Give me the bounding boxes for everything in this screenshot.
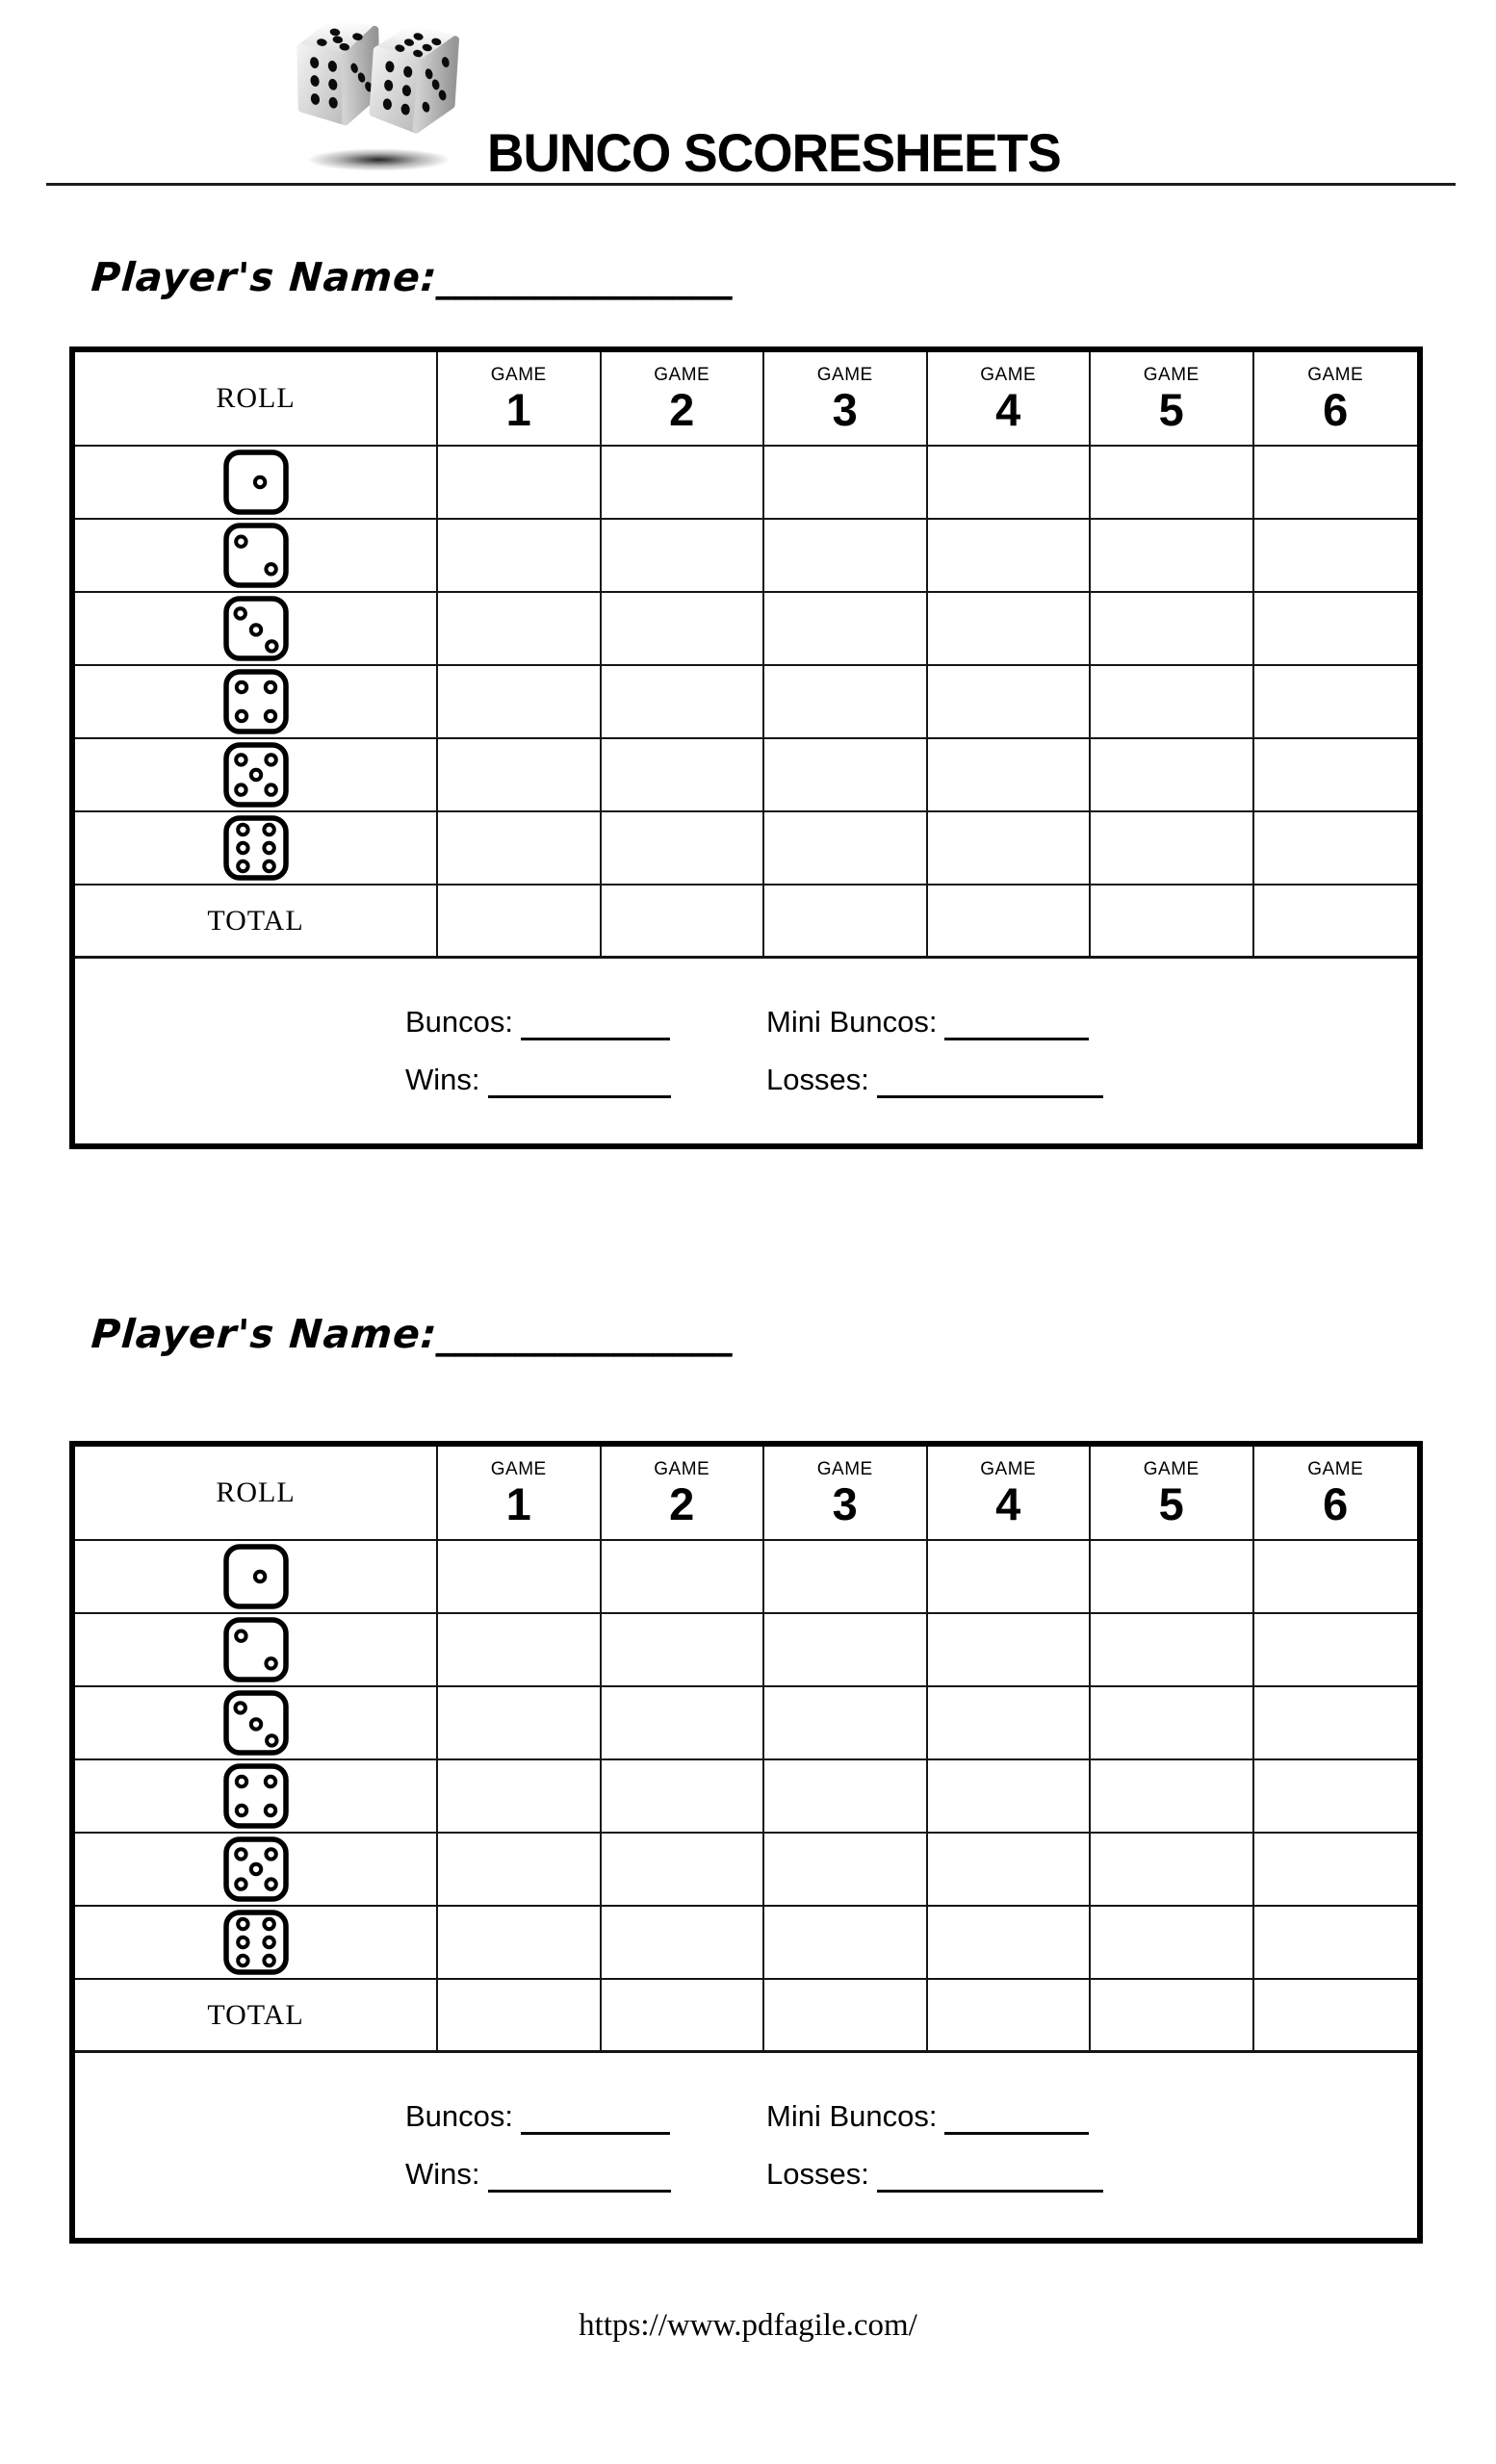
buncos-label: Buncos: — [405, 2099, 514, 2133]
score-cell[interactable] — [764, 1614, 928, 1685]
score-cell[interactable] — [764, 1760, 928, 1832]
player-name-field[interactable]: _______________ — [435, 1311, 735, 1357]
game-number: 6 — [1323, 384, 1349, 435]
game-label: GAME — [980, 1459, 1037, 1479]
score-cell[interactable] — [602, 1760, 765, 1832]
score-cell[interactable] — [602, 1907, 765, 1978]
total-label: TOTAL — [75, 886, 438, 956]
score-cell[interactable] — [1254, 739, 1418, 810]
losses-label: Losses: — [766, 2157, 869, 2191]
score-cell[interactable] — [928, 1834, 1092, 1905]
game-5-header — [1091, 1447, 1254, 1539]
roll-1-row — [75, 1541, 1417, 1614]
die-cell — [75, 666, 438, 737]
wins-stat — [405, 2151, 671, 2192]
buncos-label: Buncos: — [405, 1005, 514, 1039]
score-cell[interactable] — [1091, 1541, 1254, 1612]
player-name-label: Player's Name: — [90, 1311, 440, 1357]
roll-1-row — [75, 447, 1417, 520]
total-cell[interactable] — [602, 886, 765, 956]
die-3-icon — [223, 1690, 289, 1756]
score-cell[interactable] — [1254, 593, 1418, 664]
buncos-field[interactable] — [521, 2102, 670, 2135]
player-name-row — [90, 254, 735, 300]
score-cell[interactable] — [1254, 1541, 1418, 1612]
game-2-header — [602, 1447, 765, 1539]
losses-field[interactable] — [877, 1065, 1103, 1098]
score-cell[interactable] — [764, 520, 928, 591]
roll-column-header: ROLL — [75, 352, 438, 445]
wins-stat — [405, 1057, 671, 1097]
die-4-icon — [223, 669, 289, 734]
score-cell[interactable] — [1091, 1907, 1254, 1978]
score-cell[interactable] — [438, 1907, 602, 1978]
die-6-icon — [223, 815, 289, 881]
score-cell[interactable] — [764, 666, 928, 737]
total-cell[interactable] — [764, 1980, 928, 2050]
score-cell[interactable] — [1091, 1614, 1254, 1685]
die-cell — [75, 812, 438, 884]
losses-label: Losses: — [766, 1063, 869, 1096]
mini-buncos-label: Mini Buncos: — [766, 2099, 938, 2133]
game-number: 1 — [505, 384, 531, 435]
score-cell[interactable] — [602, 447, 765, 518]
right-die — [373, 26, 455, 131]
score-cell[interactable] — [438, 1834, 602, 1905]
score-cell[interactable] — [438, 447, 602, 518]
score-cell[interactable] — [602, 1541, 765, 1612]
roll-2-row — [75, 520, 1417, 593]
score-cell[interactable] — [438, 593, 602, 664]
mini-buncos-stat — [766, 2093, 1089, 2134]
score-cell[interactable] — [1254, 666, 1418, 737]
game-label: GAME — [490, 365, 547, 385]
score-cell[interactable] — [602, 1687, 765, 1758]
total-cell[interactable] — [1091, 886, 1254, 956]
losses-stat — [766, 1057, 1103, 1097]
game-number: 2 — [669, 384, 695, 435]
die-6-icon — [223, 1910, 289, 1975]
score-cell[interactable] — [764, 1687, 928, 1758]
game-6-header — [1254, 1447, 1418, 1539]
game-number: 4 — [995, 1478, 1021, 1529]
game-number: 6 — [1323, 1478, 1349, 1529]
total-row — [75, 886, 1417, 959]
roll-column-header: ROLL — [75, 1447, 438, 1539]
footer-url[interactable]: https://www.pdfagile.com/ — [579, 2308, 917, 2343]
total-cell[interactable] — [602, 1980, 765, 2050]
score-cell[interactable] — [928, 666, 1092, 737]
game-4-header — [928, 352, 1092, 445]
score-cell[interactable] — [928, 1687, 1092, 1758]
roll-3-row — [75, 1687, 1417, 1760]
total-cell[interactable] — [438, 1980, 602, 2050]
game-number: 5 — [1158, 384, 1184, 435]
score-cell[interactable] — [438, 739, 602, 810]
wins-label: Wins: — [405, 1063, 480, 1096]
game-number: 5 — [1158, 1478, 1184, 1529]
score-cell[interactable] — [602, 520, 765, 591]
total-cell[interactable] — [1254, 886, 1418, 956]
score-cell[interactable] — [1254, 812, 1418, 884]
score-cell[interactable] — [602, 1614, 765, 1685]
mini-buncos-stat — [766, 999, 1089, 1040]
total-cell[interactable] — [928, 1980, 1092, 2050]
score-cell[interactable] — [438, 1614, 602, 1685]
game-label: GAME — [1307, 365, 1364, 385]
roll-5-row — [75, 739, 1417, 812]
player-name-label: Player's Name: — [90, 254, 440, 300]
die-cell — [75, 1614, 438, 1685]
player-name-field[interactable]: _______________ — [435, 254, 735, 300]
score-table — [69, 1441, 1423, 2244]
die-5-icon — [223, 1836, 289, 1902]
buncos-stat — [405, 999, 670, 1040]
score-cell[interactable] — [1254, 1614, 1418, 1685]
game-number: 3 — [832, 1478, 858, 1529]
wins-field[interactable] — [488, 1065, 671, 1098]
left-die — [297, 20, 379, 124]
wins-label: Wins: — [405, 2157, 480, 2191]
page-title: BUNCO SCORESHEETS — [487, 122, 1061, 183]
score-cell[interactable] — [1254, 1760, 1418, 1832]
game-label: GAME — [654, 1459, 710, 1479]
score-cell[interactable] — [764, 1907, 928, 1978]
score-cell[interactable] — [602, 666, 765, 737]
stats-area — [75, 959, 1417, 1143]
game-label: GAME — [980, 365, 1037, 385]
score-cell[interactable] — [602, 739, 765, 810]
score-cell[interactable] — [438, 812, 602, 884]
roll-4-row — [75, 1760, 1417, 1834]
score-cell[interactable] — [928, 812, 1092, 884]
game-5-header — [1091, 352, 1254, 445]
roll-6-row — [75, 1907, 1417, 1980]
score-cell[interactable] — [1091, 666, 1254, 737]
die-cell — [75, 593, 438, 664]
die-cell — [75, 1834, 438, 1905]
total-cell[interactable] — [764, 886, 928, 956]
score-cell[interactable] — [1091, 447, 1254, 518]
total-cell[interactable] — [1091, 1980, 1254, 2050]
game-1-header — [438, 1447, 602, 1539]
game-3-header — [764, 1447, 928, 1539]
score-cell[interactable] — [928, 739, 1092, 810]
score-cell[interactable] — [764, 1541, 928, 1612]
score-cell[interactable] — [602, 593, 765, 664]
total-label: TOTAL — [75, 1980, 438, 2050]
die-2-icon — [223, 1617, 289, 1682]
die-1-icon — [223, 449, 289, 515]
game-label: GAME — [816, 1459, 873, 1479]
score-cell[interactable] — [1091, 1760, 1254, 1832]
die-cell — [75, 1687, 438, 1758]
total-cell[interactable] — [1254, 1980, 1418, 2050]
two-dice-logo-icon — [281, 6, 485, 175]
score-cell[interactable] — [1091, 1687, 1254, 1758]
game-number: 2 — [669, 1478, 695, 1529]
score-cell[interactable] — [1254, 1834, 1418, 1905]
losses-field[interactable] — [877, 2160, 1103, 2193]
table-header-row — [75, 1447, 1417, 1541]
game-2-header — [602, 352, 765, 445]
total-row — [75, 1980, 1417, 2053]
score-cell[interactable] — [1254, 1687, 1418, 1758]
score-cell[interactable] — [438, 1687, 602, 1758]
buncos-stat — [405, 2093, 670, 2134]
score-cell[interactable] — [602, 812, 765, 884]
die-cell — [75, 1760, 438, 1832]
losses-stat — [766, 2151, 1103, 2192]
game-label: GAME — [1143, 1459, 1199, 1479]
buncos-field[interactable] — [521, 1008, 670, 1040]
score-cell[interactable] — [764, 739, 928, 810]
total-cell[interactable] — [928, 886, 1092, 956]
score-cell[interactable] — [928, 520, 1092, 591]
game-label: GAME — [1143, 365, 1199, 385]
score-cell[interactable] — [1091, 1834, 1254, 1905]
die-cell — [75, 739, 438, 810]
roll-6-row — [75, 812, 1417, 886]
stats-area — [75, 2053, 1417, 2238]
die-1-icon — [223, 1544, 289, 1609]
score-cell[interactable] — [928, 1907, 1092, 1978]
score-cell[interactable] — [438, 520, 602, 591]
die-3-icon — [223, 596, 289, 661]
die-cell — [75, 1907, 438, 1978]
score-cell[interactable] — [602, 1834, 765, 1905]
game-label: GAME — [490, 1459, 547, 1479]
table-header-row — [75, 352, 1417, 447]
score-cell[interactable] — [1091, 520, 1254, 591]
game-number: 1 — [505, 1478, 531, 1529]
roll-2-row — [75, 1614, 1417, 1687]
score-cell[interactable] — [764, 812, 928, 884]
score-cell[interactable] — [1091, 812, 1254, 884]
roll-4-row — [75, 666, 1417, 739]
mini-buncos-label: Mini Buncos: — [766, 1005, 938, 1039]
score-cell[interactable] — [928, 1760, 1092, 1832]
game-6-header — [1254, 352, 1418, 445]
game-label: GAME — [1307, 1459, 1364, 1479]
die-cell — [75, 520, 438, 591]
die-cell — [75, 447, 438, 518]
die-4-icon — [223, 1763, 289, 1829]
score-cell[interactable] — [928, 447, 1092, 518]
score-cell[interactable] — [928, 1614, 1092, 1685]
die-5-icon — [223, 742, 289, 808]
score-cell[interactable] — [1091, 593, 1254, 664]
score-cell[interactable] — [1254, 1907, 1418, 1978]
roll-3-row — [75, 593, 1417, 666]
score-cell[interactable] — [928, 593, 1092, 664]
game-3-header — [764, 352, 928, 445]
score-cell[interactable] — [764, 447, 928, 518]
game-number: 3 — [832, 384, 858, 435]
score-cell[interactable] — [438, 1541, 602, 1612]
game-number: 4 — [995, 384, 1021, 435]
game-1-header — [438, 352, 602, 445]
total-cell[interactable] — [438, 886, 602, 956]
wins-field[interactable] — [488, 2160, 671, 2193]
score-cell[interactable] — [764, 1834, 928, 1905]
score-cell[interactable] — [438, 666, 602, 737]
mini-buncos-field[interactable] — [944, 2102, 1089, 2135]
player-name-row — [90, 1311, 735, 1357]
header-divider — [46, 183, 1456, 186]
score-cell[interactable] — [1254, 520, 1418, 591]
game-label: GAME — [816, 365, 873, 385]
score-cell[interactable] — [928, 1541, 1092, 1612]
die-2-icon — [223, 523, 289, 588]
score-cell[interactable] — [1254, 447, 1418, 518]
game-4-header — [928, 1447, 1092, 1539]
score-cell[interactable] — [1091, 739, 1254, 810]
score-table — [69, 346, 1423, 1149]
die-cell — [75, 1541, 438, 1612]
score-cell[interactable] — [764, 593, 928, 664]
score-cell[interactable] — [438, 1760, 602, 1832]
mini-buncos-field[interactable] — [944, 1008, 1089, 1040]
game-label: GAME — [654, 365, 710, 385]
roll-5-row — [75, 1834, 1417, 1907]
